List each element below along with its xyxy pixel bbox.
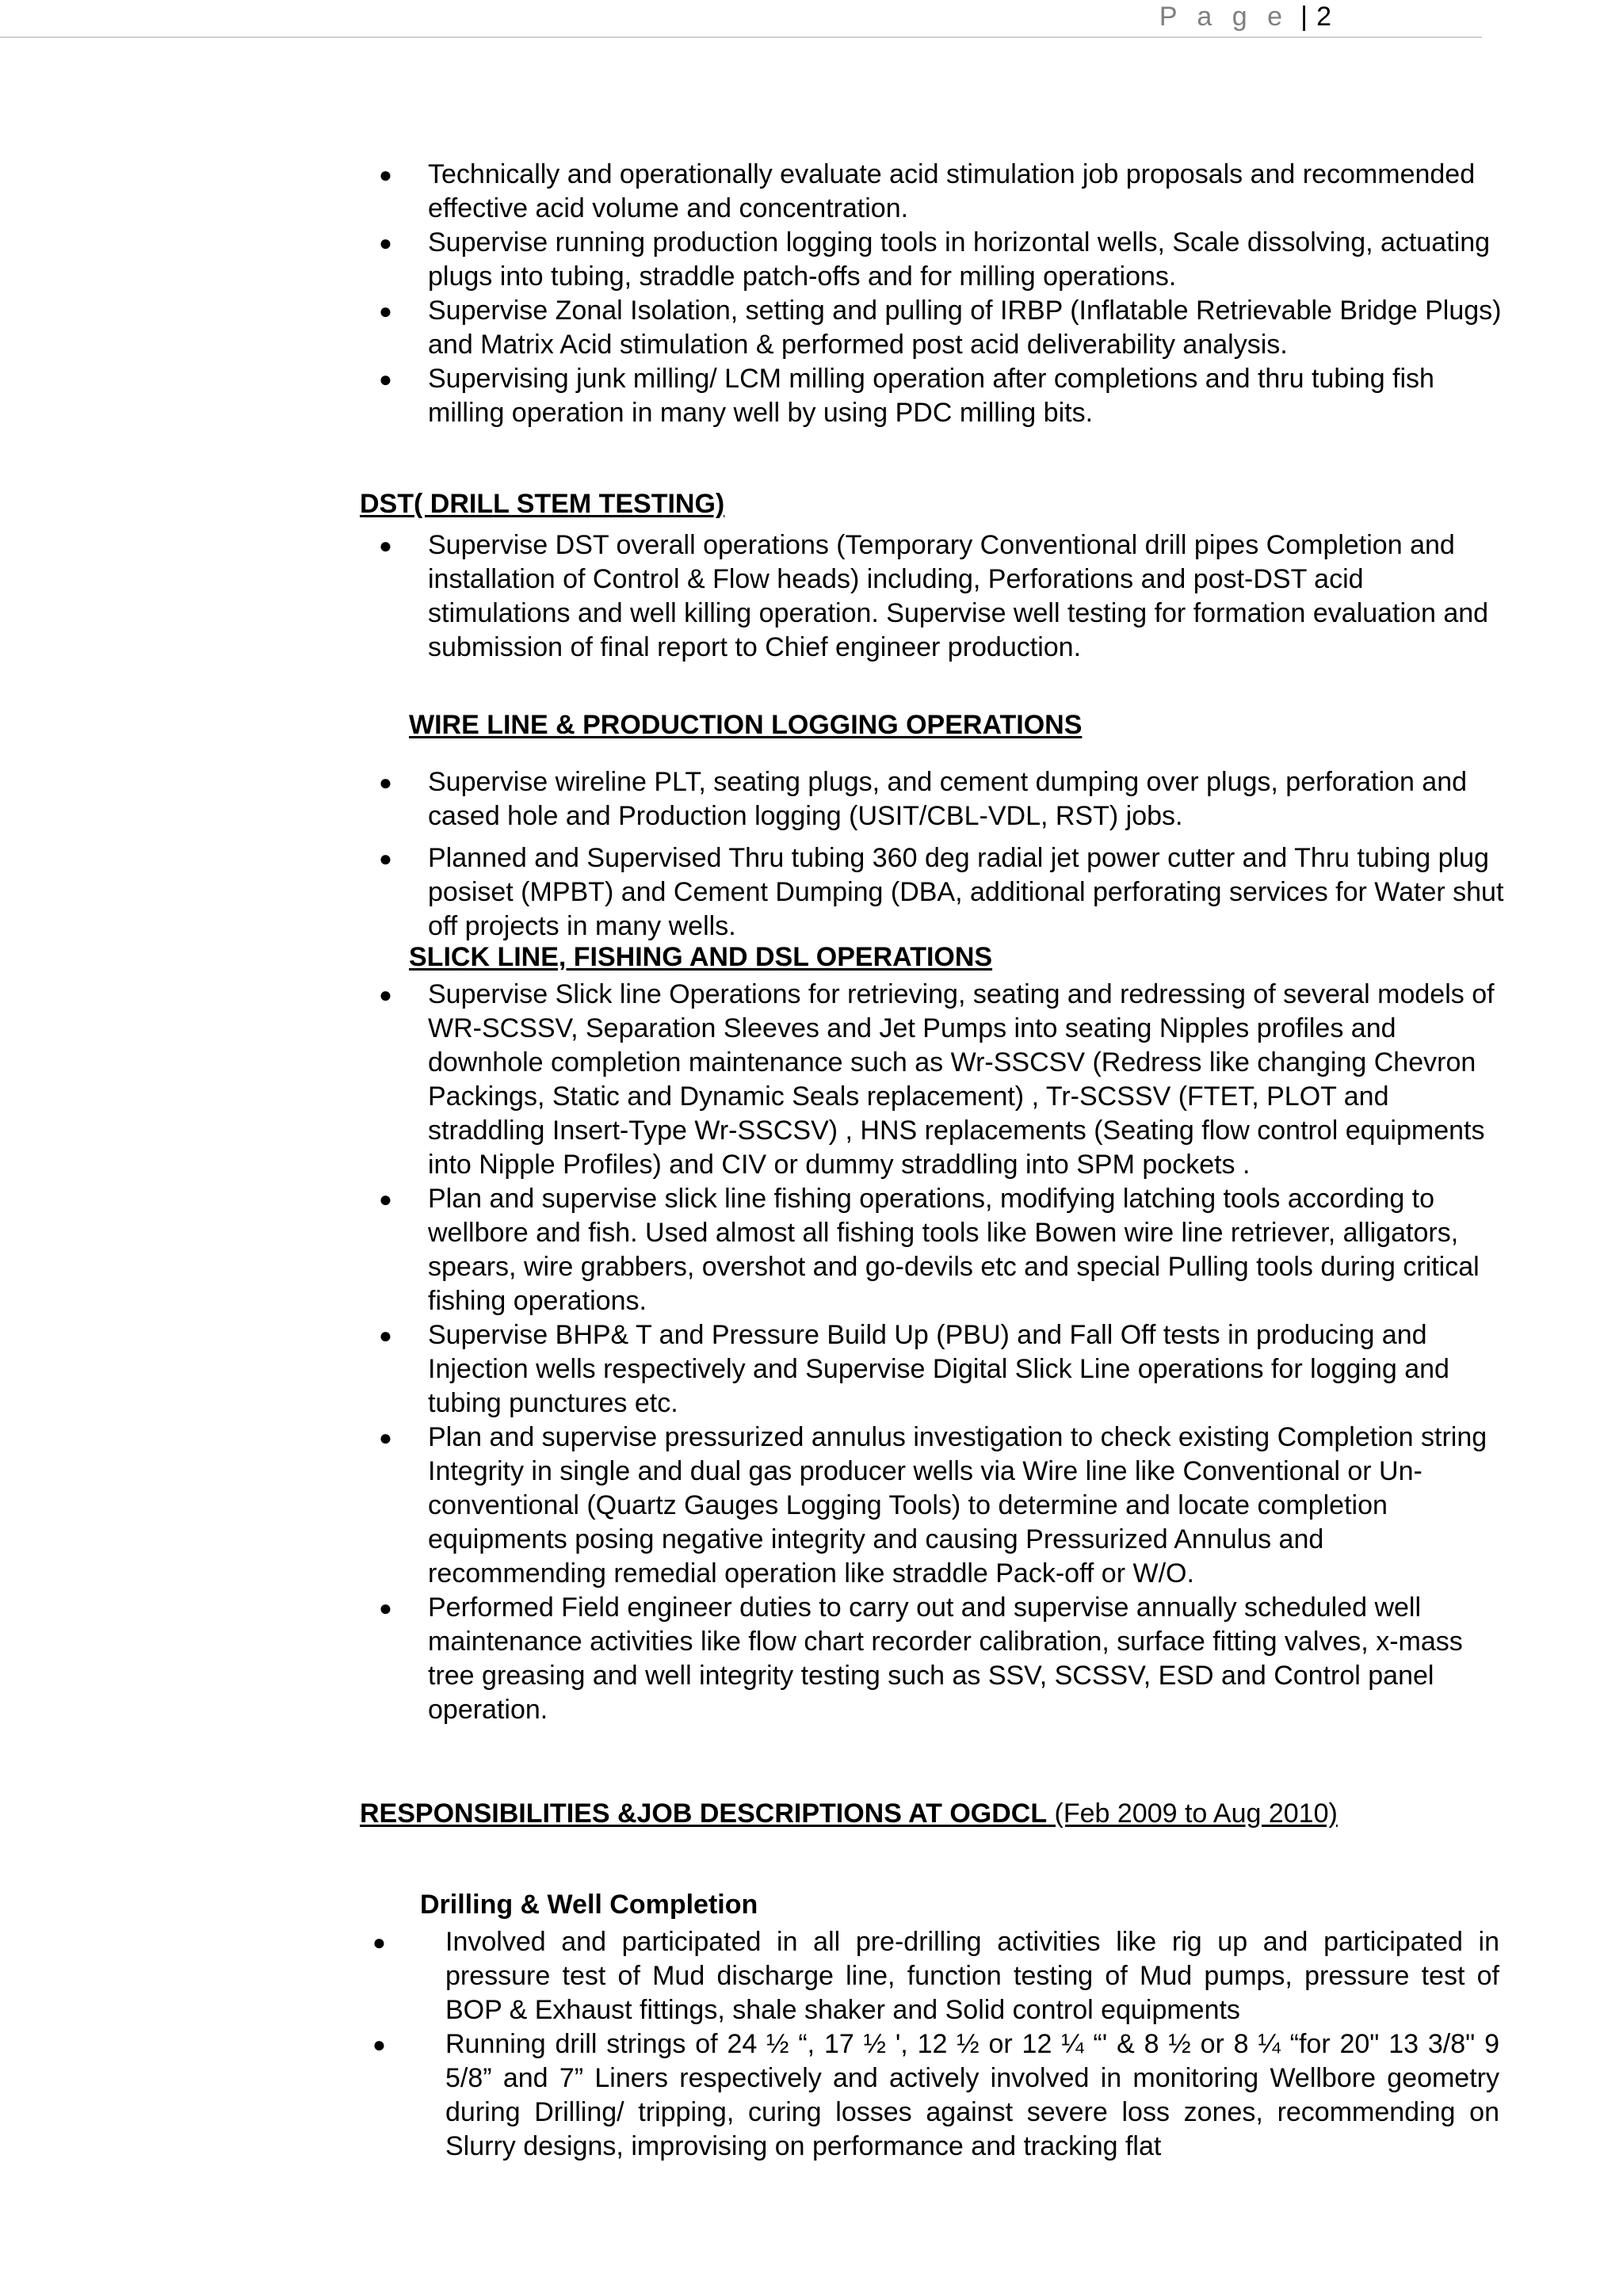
list-item: ● Running drill strings of 24 ½ “, 17 ½ ', 12 ½ or 12 ¼ “' & 8 ½ or 8 ¼ “for 20" 13 3/8" 9 5/8” and 7” Liners respectively and actively involved in monitoring Wellbore geometry during Drilling/ tripping, curing losses against severe loss zones, recommending on Slurry designs, improvising on performance and tracking flat [372,2029,1499,2161]
page-header [0,0,1482,38]
ogdcl-heading: RESPONSIBILITIES &JOB DESCRIPTIONS AT OGDCL (Feb 2009 to Aug 2010) [360,1798,1338,1829]
list-item: ● Supervising junk milling/ LCM milling operation after completions and thru tubing fish milling operation in many well by using PDC milling bits. [379,364,1434,428]
page-label: P a g e [1159,2,1289,32]
list-item: ● Planned and Supervised Thru tubing 360 deg radial jet power cutter and Thru tubing plug posiset (MPBT) and Cement Dumping (DBA, additional perforating services for Water shut off projects in many wells. [379,843,1504,941]
bullet-icon: ● [372,1930,386,1955]
page-number: 2 [1316,2,1331,32]
list-item: ● Performed Field engineer duties to carry out and supervise annually scheduled well maintenance activities like flow chart recorder calibration, surface fitting valves, x-mass tree greasing and well integrity testing such as SSV, SCSSV, ESD and Control panel operation. [379,1592,1463,1725]
bullet-list [0,158,1506,430]
ogdcl-date-range: (Feb 2009 to Aug 2010) [1047,1798,1338,1829]
bullet-icon: ● [379,533,392,558]
section-wireline [0,765,1506,944]
list-item: ● Supervise BHP& T and Pressure Build Up (PBU) and Fall Off tests in producing and Injection wells respectively and Supervise Digital Slick Line operations for logging and tubing punctures etc. [379,1320,1449,1418]
bullet-list [0,1925,1499,2164]
bullet-icon: ● [379,982,392,1007]
bullet-icon: ● [379,1596,392,1620]
bullet-icon: ● [379,162,392,187]
section-slickline [0,978,1506,1727]
bullet-list [0,765,1506,944]
list-item: ● Technically and operationally evaluate acid stimulation job proposals and recommended effective acid volume and concentration. [379,159,1476,223]
section-dst [0,528,1506,665]
bullet-icon: ● [379,1425,392,1450]
bullet-icon: ● [379,770,392,795]
page-separator: | [1300,2,1308,32]
section-stimulation [0,158,1506,430]
bullet-icon: ● [379,1187,392,1211]
list-item: ● Supervise Zonal Isolation, setting and pulling of IRBP (Inflatable Retrievable Bridge Plugs) and Matrix Acid stimulation & performed post acid deliverability analysis. [379,296,1502,360]
bullet-icon: ● [379,367,392,391]
list-item: ● Involved and participated in all pre-drilling activities like rig up and participated in pressure test of Mud discharge line, function testing of Mud pumps, pressure test of BOP & Exhaust fittings, shale shaker and Solid control equipments [372,1927,1499,2025]
dst-heading: DST( DRILL STEM TESTING) [360,489,725,519]
list-item: ● Supervise Slick line Operations for retrieving, seating and redressing of several models of WR-SCSSV, Separation Sleeves and Jet Pumps into seating Nipples profiles and downhole completion maintenance such as Wr-SSCSV (Redress like changing Chevron Packings, Static and Dynamic Seals replacement) , Tr-SCSSV (FTET, PLOT and straddling Insert-Type Wr-SSCSV) , HNS replacements (Seating flow control equipments into Nipple Profiles) and CIV or dummy straddling into SPM pockets . [379,979,1495,1180]
list-item: ● Plan and supervise pressurized annulus investigation to check existing Completion string Integrity in single and dual gas producer wells via Wire line like Conventional or Un-conventional (Quartz Gauges Logging Tools) to determine and locate completion equipments posing negative integrity and causing Pressurized Annulus and recommending remedial operation like straddle Pack-off or W/O. [379,1422,1487,1589]
bullet-icon: ● [379,846,392,871]
bullet-icon: ● [379,1323,392,1348]
wireline-heading: WIRE LINE & PRODUCTION LOGGING OPERATIONS [409,710,1083,740]
section-drilling [0,1925,1499,2164]
list-item: ● Plan and supervise slick line fishing operations, modifying latching tools according to wellbore and fish. Used almost all fishing tools like Bowen wire line retriever, alligators, spears, wire grabbers, overshot and go-devils etc and special Pulling tools during critical fishing operations. [379,1184,1480,1316]
bullet-list [0,528,1506,665]
bullet-icon: ● [379,299,392,323]
list-item: ● Supervise running production logging tools in horizontal wells, Scale dissolving, actuating plugs into tubing, straddle patch-offs and for milling operations. [379,227,1491,292]
slickline-heading: SLICK LINE, FISHING AND DSL OPERATIONS [409,942,993,972]
drilling-heading: Drilling & Well Completion [420,1890,758,1920]
list-item: ● Supervise wireline PLT, seating plugs, and cement dumping over plugs, perforation and cased hole and Production logging (USIT/CBL-VDL, RST) jobs. [379,767,1468,831]
bullet-icon: ● [372,2032,386,2057]
list-item: ● Supervise DST overall operations (Temporary Conventional drill pipes Completion and installation of Control & Flow heads) including, Perforations and post-DST acid stimulations and well killing operation. Supervise well testing for formation evaluation and submission of final report to Chief engineer production. [379,530,1489,662]
bullet-list [0,978,1506,1727]
bullet-icon: ● [379,231,392,255]
